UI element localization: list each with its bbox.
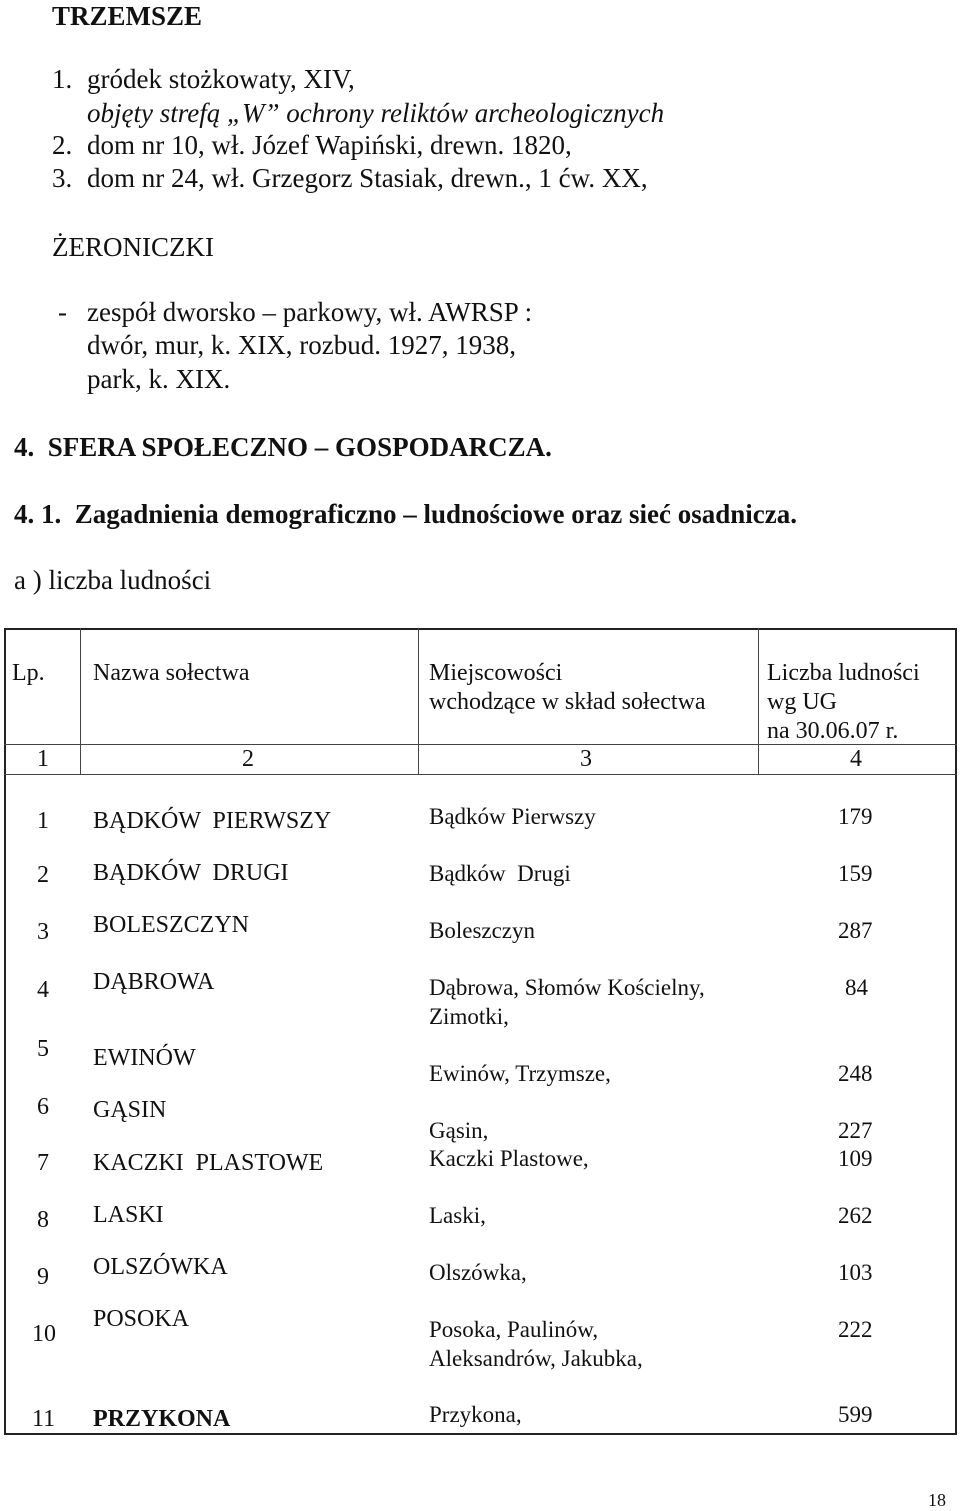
list-item: dom nr 10, wł. Józef Wapiński, drewn. 1820, (87, 130, 572, 160)
list-item: dom nr 24, wł. Grzegorz Stasiak, drewn., 1 ćw. XX, (87, 163, 648, 193)
column-number: 4 (850, 746, 862, 772)
column-number: 2 (242, 746, 254, 772)
row-population: 248 (838, 1061, 873, 1086)
row-places: Laski, (429, 1203, 486, 1228)
row-name: BOLESZCZYN (93, 912, 249, 938)
list-item: park, k. XIX. (87, 364, 231, 394)
column-divider (758, 628, 759, 775)
row-lp: 1 (37, 808, 49, 834)
header-population: wg UG (767, 689, 837, 715)
row-places: Ewinów, Trzymsze, (429, 1061, 611, 1086)
column-divider (80, 628, 81, 775)
list-item-note: objęty strefą „W” ochrony reliktów archeologicznych (87, 98, 665, 128)
row-lp: 11 (32, 1406, 56, 1432)
row-population: 222 (838, 1317, 873, 1342)
heading-trzemsze: TRZEMSZE (52, 1, 203, 31)
table-border-right (955, 628, 957, 1435)
list-item: zespół dworsko – parkowy, wł. AWRSP : (87, 297, 533, 327)
list-number: 2. (52, 130, 73, 160)
row-lp: 4 (37, 977, 49, 1003)
row-lp: 10 (32, 1321, 56, 1347)
row-name: POSOKA (93, 1306, 190, 1332)
row-name: GĄSIN (93, 1097, 167, 1123)
row-population: 103 (838, 1260, 873, 1285)
row-lp: 2 (37, 862, 49, 888)
header-lp: Lp. (12, 660, 45, 686)
row-places: Posoka, Paulinów, (429, 1317, 599, 1342)
header-population: na 30.06.07 r. (767, 718, 899, 744)
heading-zeroniczki: ŻERONICZKI (52, 232, 214, 262)
row-name: LASKI (93, 1202, 164, 1228)
row-population: 179 (838, 804, 873, 829)
row-population: 84 (845, 975, 868, 1000)
row-population: 287 (838, 918, 873, 943)
row-population: 109 (838, 1146, 873, 1171)
row-places: Aleksandrów, Jakubka, (429, 1346, 643, 1371)
row-name: DĄBROWA (93, 969, 215, 995)
row-lp: 5 (37, 1036, 49, 1062)
row-population: 159 (838, 861, 873, 886)
column-number-divider (4, 774, 957, 775)
row-places: Gąsin, (429, 1118, 489, 1143)
row-population: 599 (838, 1402, 873, 1427)
row-name: BĄDKÓW PIERWSZY (93, 808, 332, 834)
column-number: 3 (580, 746, 592, 772)
row-places: Dąbrowa, Słomów Kościelny, (429, 975, 705, 1000)
row-places: Zimotki, (429, 1004, 509, 1029)
row-name: KACZKI PLASTOWE (93, 1150, 324, 1176)
table-border-left (4, 628, 6, 1435)
row-places: Olszówka, (429, 1260, 527, 1285)
row-lp: 9 (37, 1264, 49, 1290)
header-places: wchodzące w skład sołectwa (429, 689, 706, 715)
row-name: OLSZÓWKA (93, 1254, 228, 1280)
row-name: BĄDKÓW DRUGI (93, 860, 289, 886)
row-lp: 6 (37, 1094, 49, 1120)
list-number: 1. (52, 64, 73, 94)
list-number: 3. (52, 163, 73, 193)
header-population: Liczba ludności (767, 660, 920, 686)
list-item: dwór, mur, k. XIX, rozbud. 1927, 1938, (87, 330, 517, 360)
row-population: 227 (838, 1118, 873, 1143)
row-name: EWINÓW (93, 1045, 196, 1071)
row-places: Kaczki Plastowe, (429, 1146, 589, 1171)
row-places: Przykona, (429, 1402, 522, 1427)
column-number: 1 (37, 746, 49, 772)
row-lp: 8 (37, 1207, 49, 1233)
list-item: gródek stożkowaty, XIV, (87, 64, 355, 94)
page-number: 18 (928, 1490, 946, 1510)
row-population: 262 (838, 1203, 873, 1228)
row-name: PRZYKONA (93, 1406, 231, 1432)
row-lp: 7 (37, 1150, 49, 1176)
header-places: Miejscowości (429, 660, 563, 686)
row-places: Bądków Pierwszy (429, 804, 596, 829)
row-places: Boleszczyn (429, 918, 536, 943)
table-border-top (4, 628, 957, 630)
section-title: 4. SFERA SPOŁECZNO – GOSPODARCZA. (14, 432, 552, 462)
column-divider (418, 628, 419, 775)
section-label: a ) liczba ludności (14, 565, 212, 595)
section-subtitle: 4. 1. Zagadnienia demograficzno – ludnościowe oraz sieć osadnicza. (14, 499, 797, 529)
list-dash: - (58, 297, 67, 327)
row-lp: 3 (37, 919, 49, 945)
row-places: Bądków Drugi (429, 861, 571, 886)
header-name: Nazwa sołectwa (93, 660, 250, 686)
